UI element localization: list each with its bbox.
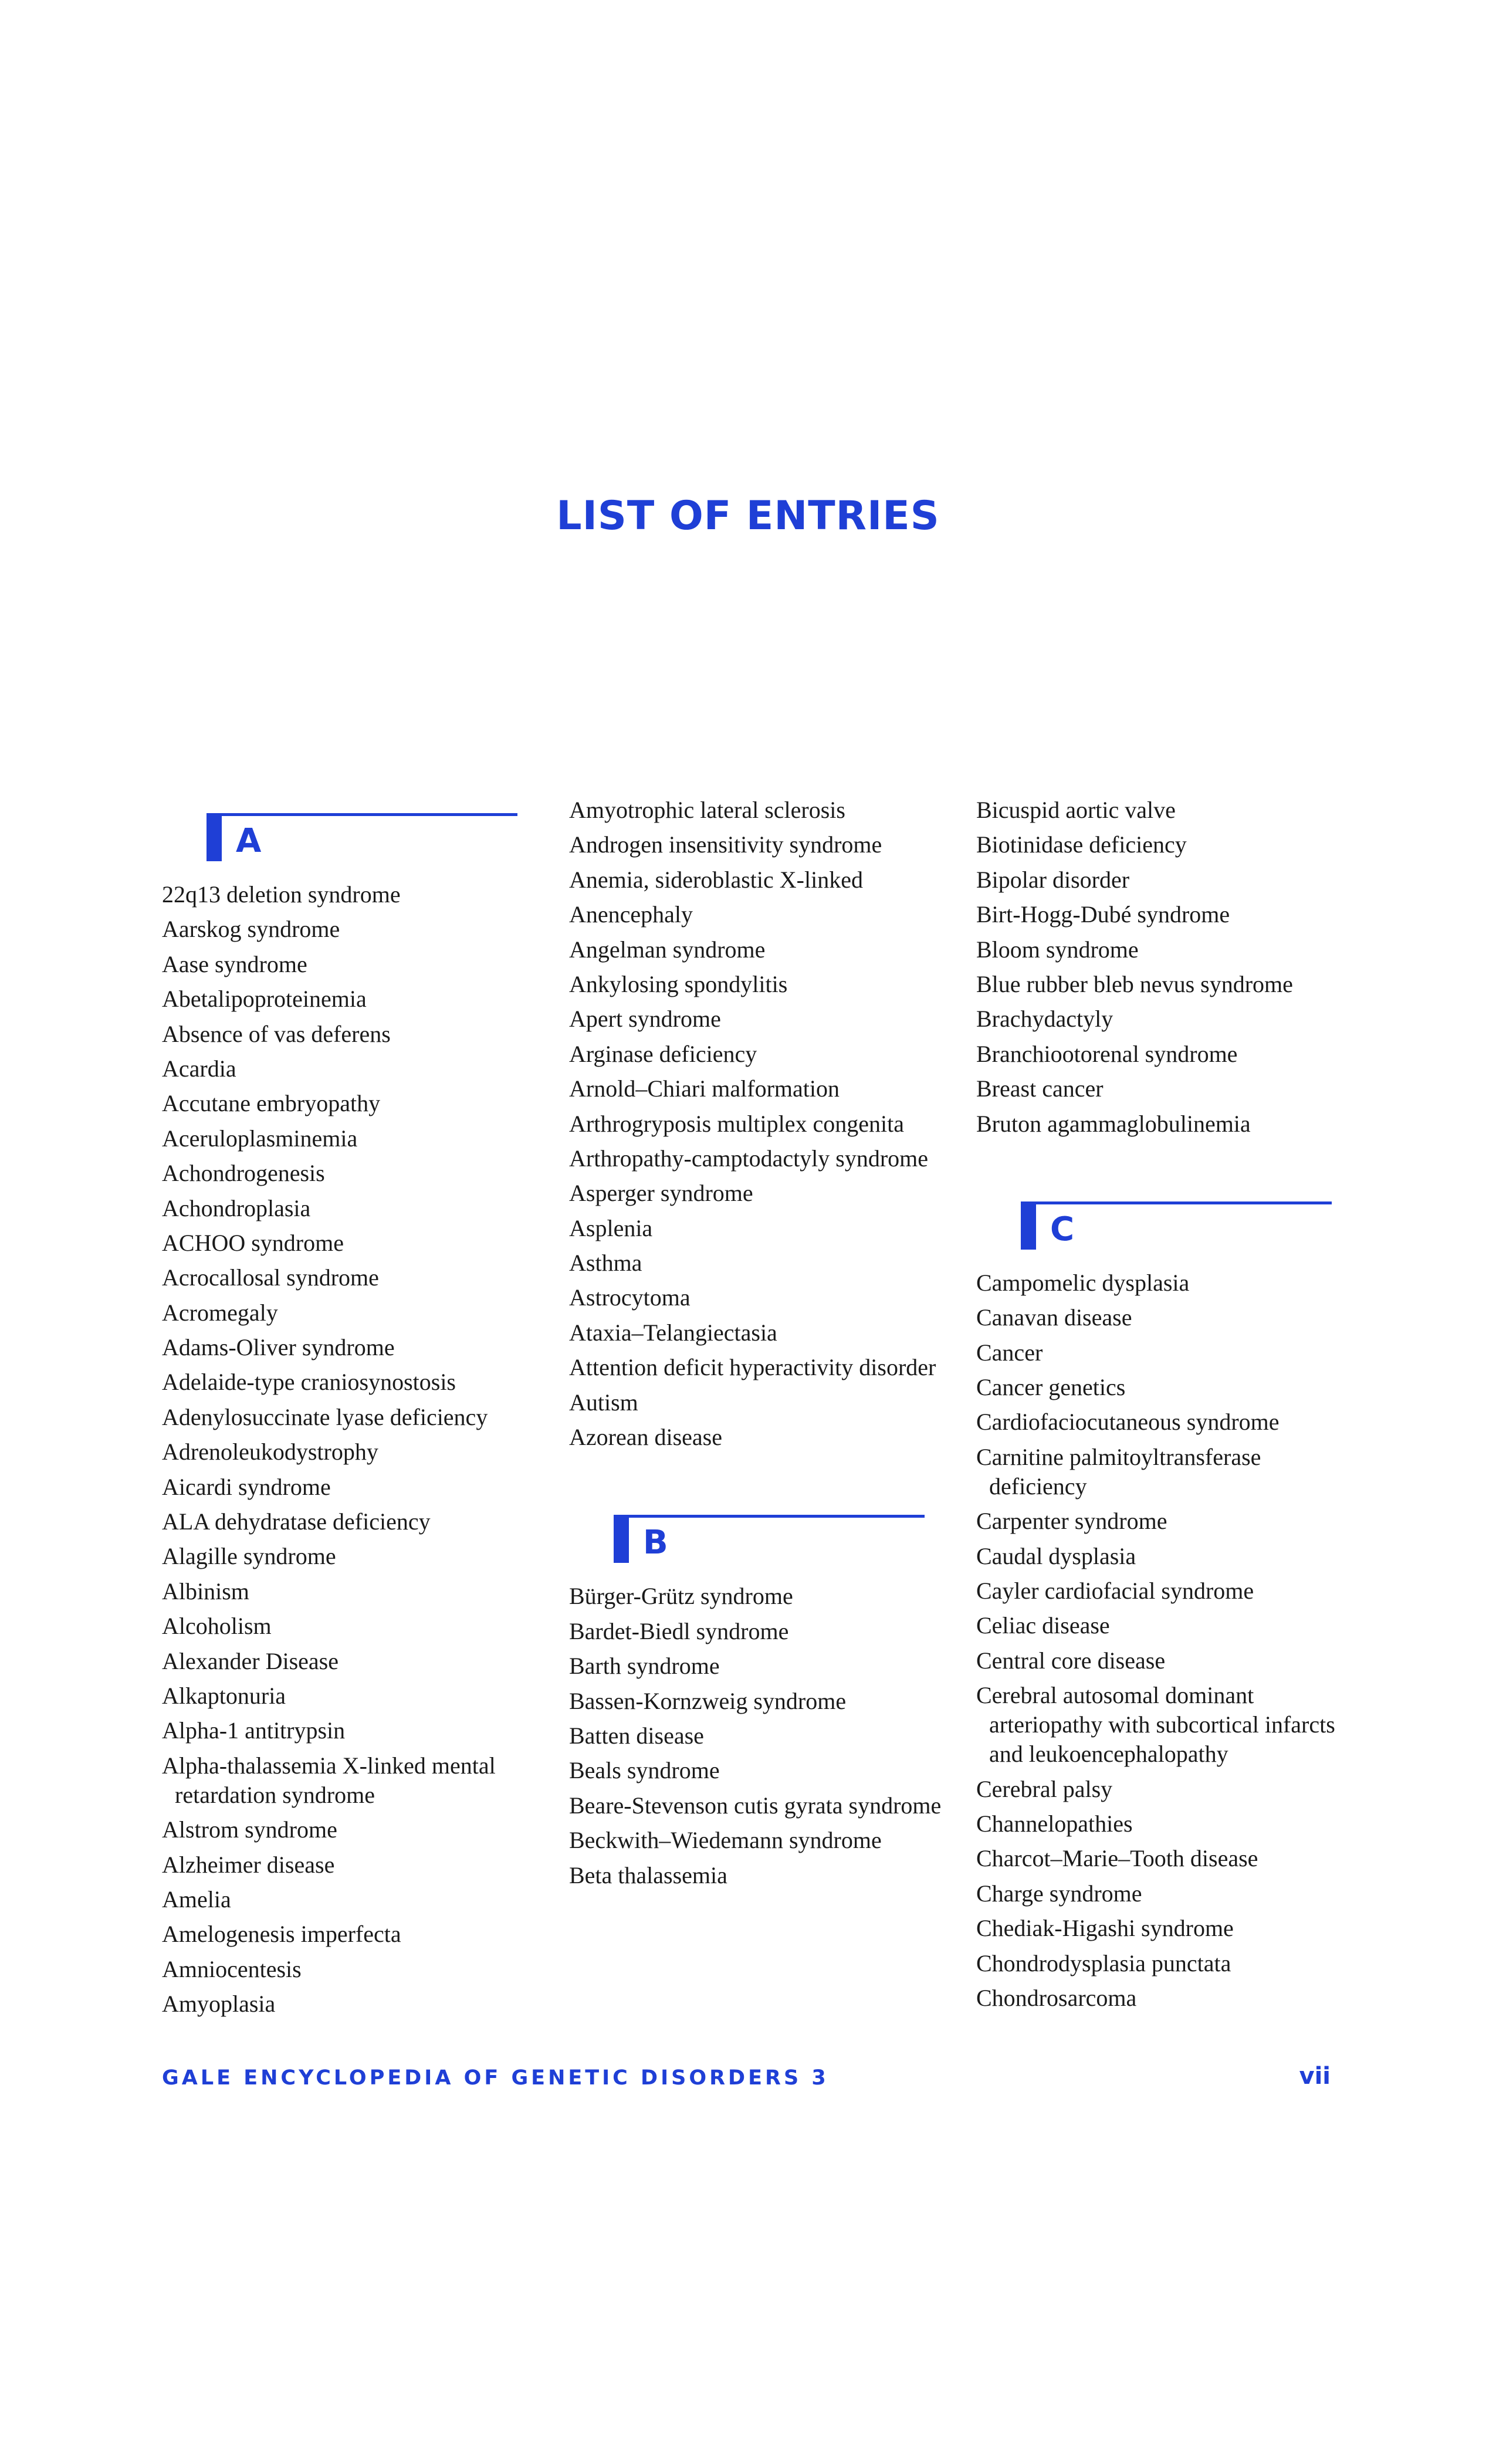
entry-item[interactable]: Acrocallosal syndrome: [162, 1264, 379, 1291]
entry-item[interactable]: Alcoholism: [162, 1613, 272, 1640]
entry-list-a-part-2: [569, 796, 945, 1452]
entry-item[interactable]: Asthma: [569, 1250, 642, 1277]
entry-item[interactable]: Beta thalassemia: [569, 1861, 727, 1888]
footer-publication-title: GALE ENCYCLOPEDIA OF GENETIC DISORDERS 3: [162, 2066, 829, 2090]
entry-item[interactable]: Absence of vas deferens: [162, 1020, 391, 1047]
entry-item[interactable]: Adelaide-type craniosynostosis: [162, 1369, 456, 1396]
entry-item[interactable]: Alagille syndrome: [162, 1543, 336, 1570]
section-spacer: [569, 1457, 945, 1497]
entry-item[interactable]: Bassen-Kornzweig syndrome: [569, 1687, 847, 1714]
entry-item[interactable]: Albinism: [162, 1578, 249, 1605]
entry-item[interactable]: Beckwith–Wiedemann syndrome: [569, 1827, 882, 1854]
section-header-c: [976, 1184, 1352, 1248]
entry-item[interactable]: Branchiootorenal syndrome: [976, 1040, 1238, 1067]
entry-item[interactable]: Amelia: [162, 1886, 231, 1913]
entry-item[interactable]: Central core disease: [976, 1647, 1166, 1674]
entry-item[interactable]: Anemia, sideroblastic X-linked: [569, 866, 863, 893]
entry-item[interactable]: Cerebral autosomal dominant arteriopathy with subcortical infarcts and leukoencephalopathy: [976, 1682, 1335, 1768]
entry-item[interactable]: Breast cancer: [976, 1075, 1104, 1102]
entry-item[interactable]: Biotinidase deficiency: [976, 831, 1187, 858]
entry-item[interactable]: Accutane embryopathy: [162, 1090, 381, 1117]
entry-item[interactable]: Arthrogryposis multiplex congenita: [569, 1110, 905, 1137]
column-2: [569, 796, 945, 1896]
entry-item[interactable]: Caudal dysplasia: [976, 1542, 1136, 1569]
entry-item[interactable]: Channelopathies: [976, 1810, 1133, 1837]
entry-item[interactable]: Apert syndrome: [569, 1006, 721, 1033]
entry-item[interactable]: Attention deficit hyperactivity disorder: [569, 1354, 936, 1381]
entry-list-b-part-1: [569, 1582, 945, 1890]
section-letter-c: C: [1050, 1210, 1075, 1248]
entry-item[interactable]: Celiac disease: [976, 1612, 1110, 1639]
entry-item[interactable]: Cerebral palsy: [976, 1775, 1113, 1802]
footer-page-number: vii: [1299, 2063, 1331, 2090]
section-header-b: [569, 1497, 945, 1562]
section-letter-a: A: [236, 822, 262, 860]
entry-item[interactable]: Aase syndrome: [162, 950, 307, 977]
entry-item[interactable]: Cancer: [976, 1339, 1043, 1366]
entry-item[interactable]: Astrocytoma: [569, 1284, 691, 1311]
entry-item[interactable]: Ankylosing spondylitis: [569, 970, 788, 997]
entry-item[interactable]: Autism: [569, 1389, 638, 1416]
entry-item[interactable]: Alpha-thalassemia X-linked mental retardation syndrome: [162, 1752, 496, 1808]
entry-item[interactable]: Cardiofaciocutaneous syndrome: [976, 1409, 1280, 1436]
entry-item[interactable]: Chondrosarcoma: [976, 1984, 1137, 2011]
entry-item[interactable]: Azorean disease: [569, 1424, 722, 1451]
entry-item[interactable]: Beare-Stevenson cutis gyrata syndrome: [569, 1792, 942, 1819]
section-header-a: [162, 796, 537, 860]
entry-item[interactable]: Beals syndrome: [569, 1757, 720, 1784]
entry-item[interactable]: Campomelic dysplasia: [976, 1269, 1190, 1296]
column-3: [976, 796, 1352, 2018]
entry-item[interactable]: Bardet-Biedl syndrome: [569, 1617, 789, 1644]
section-bar: [1021, 1201, 1036, 1250]
entry-item[interactable]: Charcot–Marie–Tooth disease: [976, 1845, 1258, 1872]
entry-item[interactable]: Alexander Disease: [162, 1647, 339, 1674]
entry-item[interactable]: Amyotrophic lateral sclerosis: [569, 797, 845, 823]
entry-item[interactable]: Bipolar disorder: [976, 866, 1130, 893]
entry-item[interactable]: Ataxia–Telangiectasia: [569, 1319, 777, 1346]
section-bar: [207, 813, 222, 861]
entry-item[interactable]: ALA dehydratase deficiency: [162, 1508, 431, 1535]
entry-item[interactable]: Amyoplasia: [162, 1991, 276, 2018]
entry-item[interactable]: Carpenter syndrome: [976, 1508, 1167, 1535]
entry-item[interactable]: Charge syndrome: [976, 1880, 1142, 1907]
entry-item[interactable]: Anencephaly: [569, 901, 693, 928]
entry-item[interactable]: Birt-Hogg-Dubé syndrome: [976, 901, 1230, 928]
entry-item[interactable]: Bruton agammaglobulinemia: [976, 1110, 1251, 1137]
section-rule: [207, 813, 517, 816]
entry-item[interactable]: Acardia: [162, 1055, 236, 1082]
entry-item[interactable]: Barth syndrome: [569, 1653, 720, 1680]
entry-item[interactable]: Aceruloplasminemia: [162, 1125, 358, 1152]
entry-item[interactable]: Abetalipoproteinemia: [162, 986, 367, 1013]
section-bar: [614, 1515, 629, 1563]
entry-item[interactable]: Androgen insensitivity syndrome: [569, 831, 882, 858]
entry-item[interactable]: Cayler cardiofacial syndrome: [976, 1578, 1254, 1605]
entry-item[interactable]: Brachydactyly: [976, 1006, 1113, 1033]
page-title: LIST OF ENTRIES: [556, 493, 940, 539]
entry-item[interactable]: Amelogenesis imperfecta: [162, 1921, 401, 1948]
entry-item[interactable]: Aicardi syndrome: [162, 1473, 331, 1500]
entry-item[interactable]: Acromegaly: [162, 1299, 278, 1326]
entry-item[interactable]: Alzheimer disease: [162, 1851, 335, 1878]
entry-item[interactable]: Achondrogenesis: [162, 1160, 325, 1187]
entry-item[interactable]: Amniocentesis: [162, 1955, 302, 1982]
section-rule: [614, 1515, 925, 1518]
entry-list-b-part-2: [976, 796, 1352, 1139]
entry-item[interactable]: Arginase deficiency: [569, 1040, 757, 1067]
entry-item[interactable]: Alkaptonuria: [162, 1682, 286, 1709]
entry-item[interactable]: ACHOO syndrome: [162, 1229, 344, 1256]
entry-list-a-part-1: [162, 880, 537, 2019]
section-letter-b: B: [643, 1524, 668, 1562]
entry-item[interactable]: Alpha-1 antitrypsin: [162, 1717, 346, 1744]
entry-item[interactable]: Bloom syndrome: [976, 936, 1139, 963]
entry-item[interactable]: Bicuspid aortic valve: [976, 797, 1176, 823]
entry-item[interactable]: Arthropathy-camptodactyly syndrome: [569, 1145, 929, 1172]
entry-item[interactable]: Asperger syndrome: [569, 1180, 753, 1207]
entry-item[interactable]: Arnold–Chiari malformation: [569, 1075, 840, 1102]
entry-item[interactable]: Adams-Oliver syndrome: [162, 1334, 395, 1361]
entry-item[interactable]: Canavan disease: [976, 1304, 1132, 1331]
entry-item[interactable]: Blue rubber bleb nevus syndrome: [976, 970, 1293, 997]
entry-item[interactable]: Alstrom syndrome: [162, 1816, 337, 1843]
entry-item[interactable]: Achondroplasia: [162, 1194, 311, 1221]
entry-item[interactable]: Asplenia: [569, 1214, 653, 1241]
entry-list-c: [976, 1268, 1352, 2013]
entry-item[interactable]: Chediak-Higashi syndrome: [976, 1915, 1234, 1942]
entry-item[interactable]: 22q13 deletion syndrome: [162, 881, 401, 908]
entry-item[interactable]: Chondrodysplasia punctata: [976, 1949, 1231, 1976]
column-1: [162, 796, 537, 2025]
entry-item[interactable]: Batten disease: [569, 1722, 704, 1749]
section-rule: [1021, 1201, 1332, 1204]
entry-item[interactable]: Angelman syndrome: [569, 936, 766, 963]
section-spacer: [976, 1144, 1352, 1184]
entry-item[interactable]: Cancer genetics: [976, 1374, 1126, 1401]
entry-item[interactable]: Aarskog syndrome: [162, 916, 340, 943]
entry-item[interactable]: Bürger-Grütz syndrome: [569, 1583, 793, 1610]
entry-item[interactable]: Carnitine palmitoyltransferase deficiency: [976, 1443, 1261, 1500]
entry-item[interactable]: Adenylosuccinate lyase deficiency: [162, 1403, 488, 1430]
entry-item[interactable]: Adrenoleukodystrophy: [162, 1439, 378, 1465]
